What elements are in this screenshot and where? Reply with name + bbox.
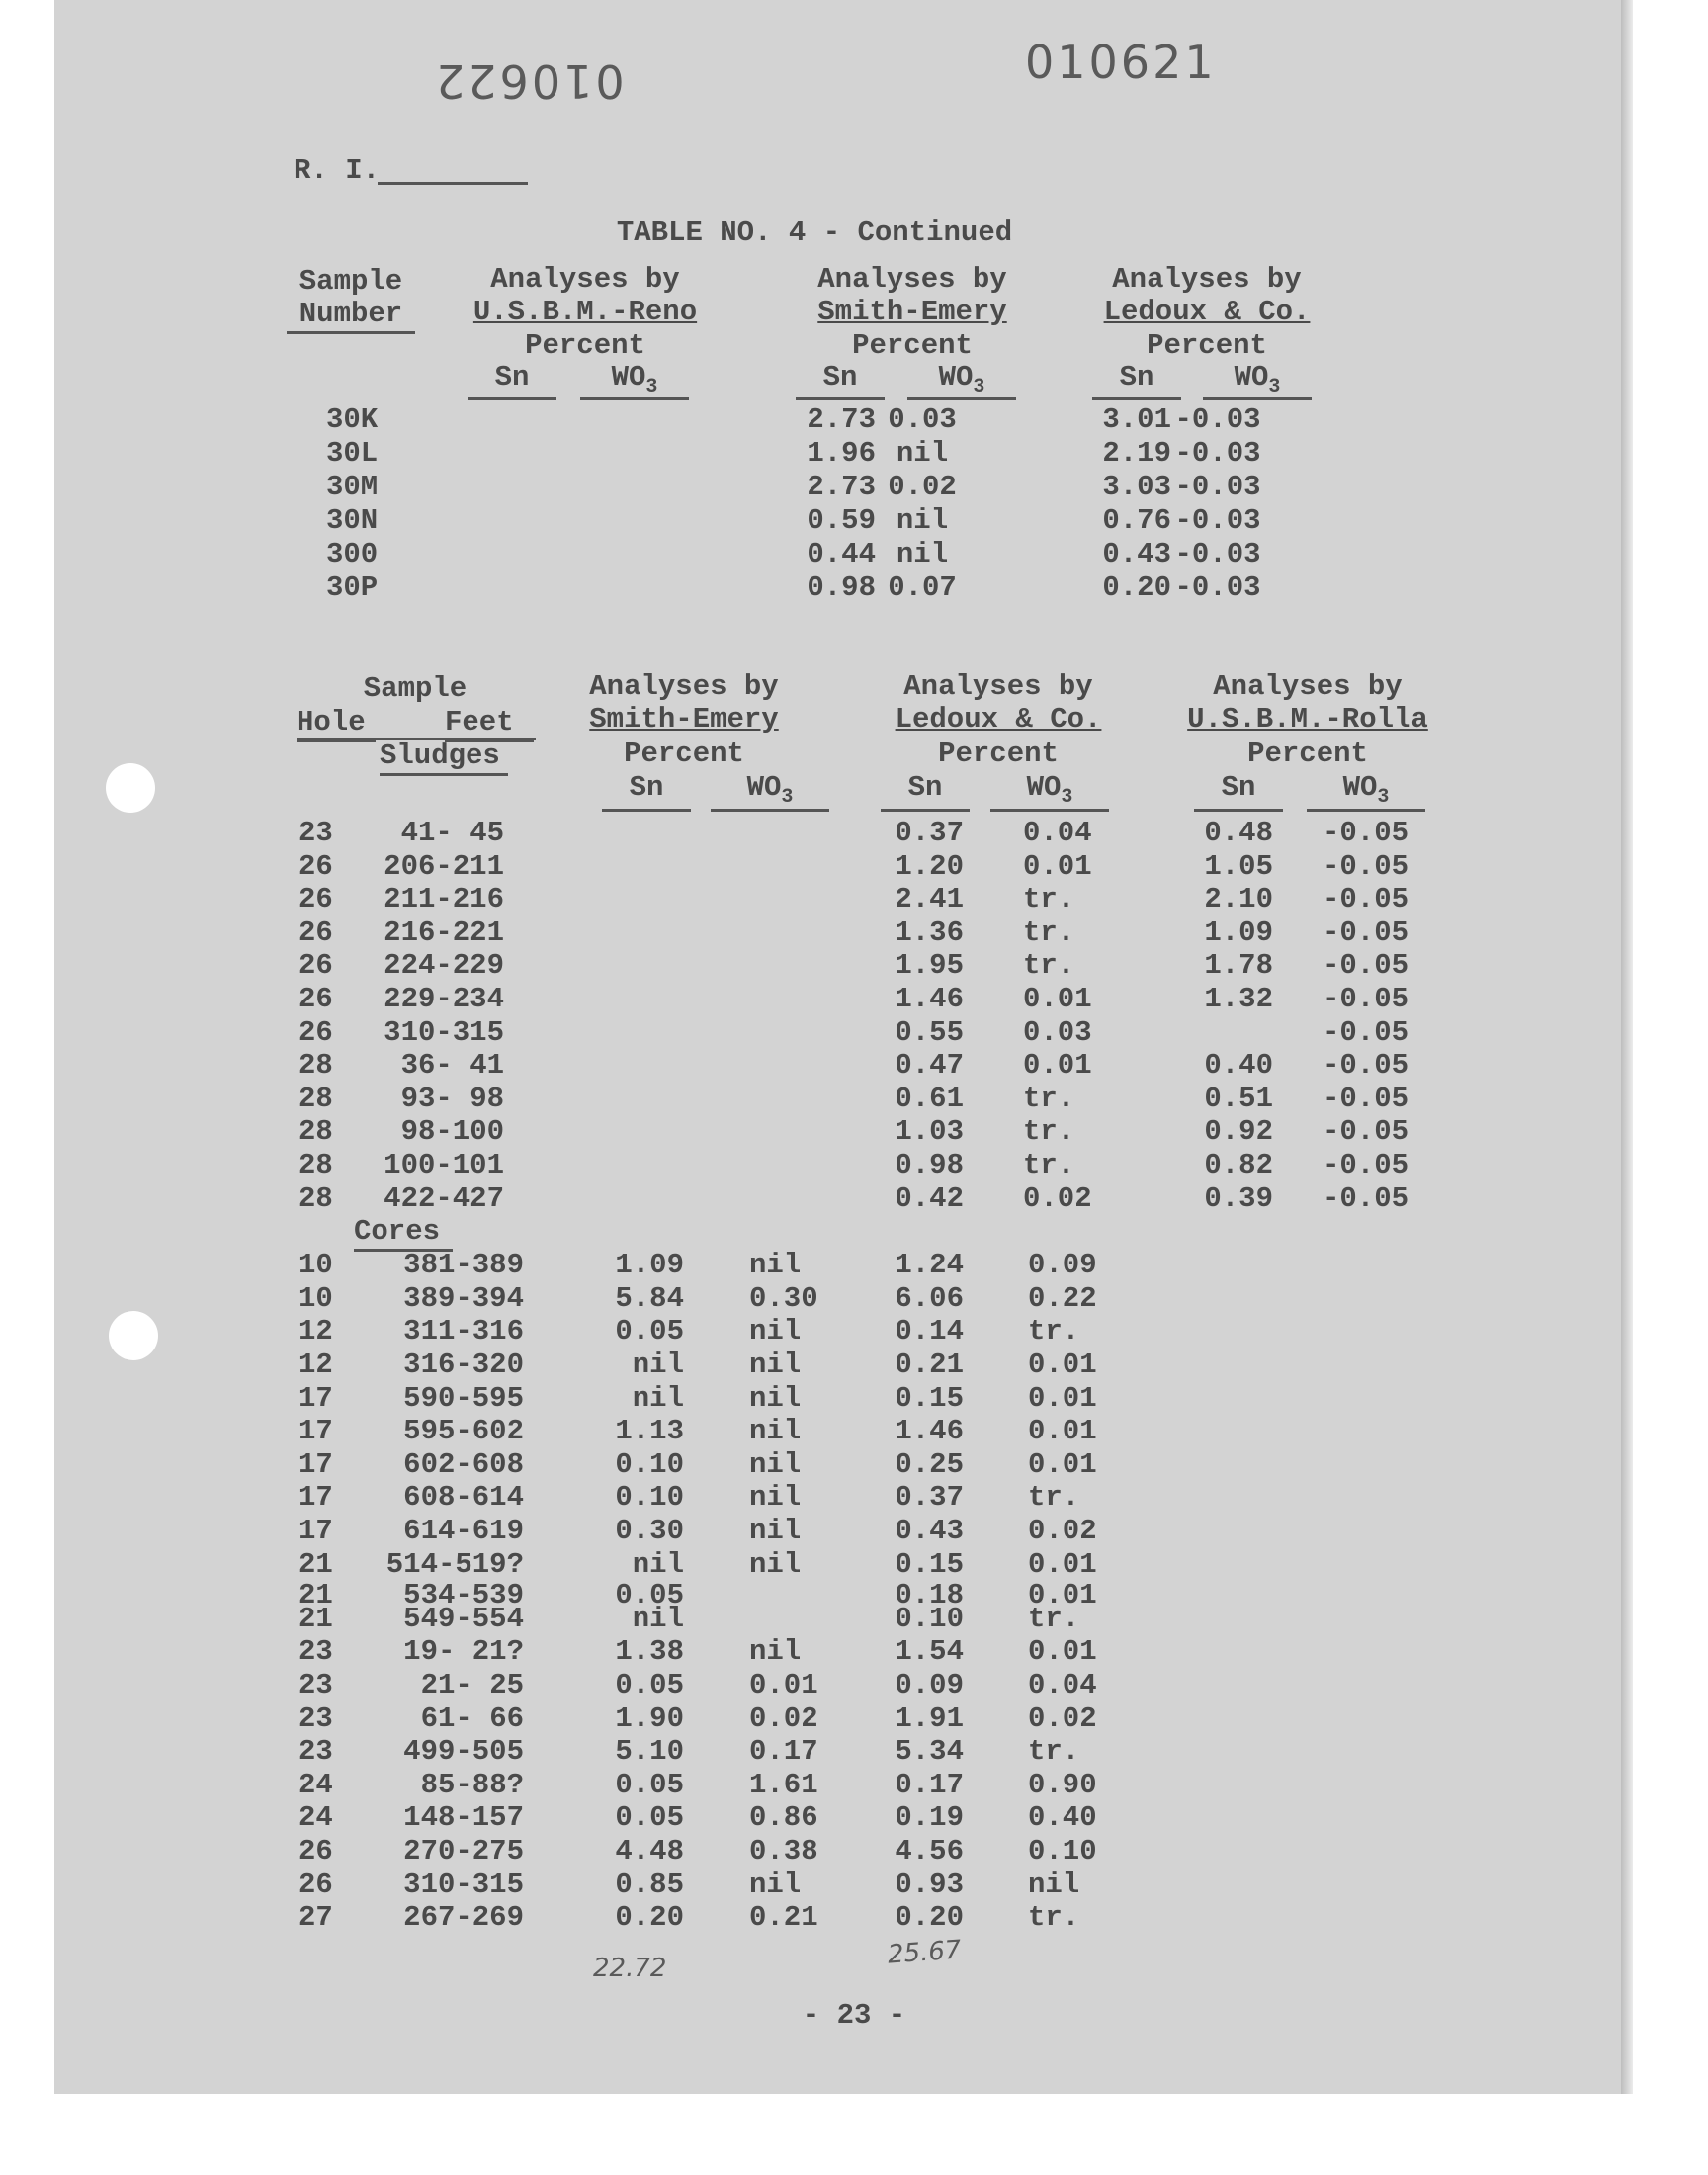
hole-number: 26 (299, 1015, 333, 1049)
feet-interval: 310-315 (384, 1015, 504, 1049)
smith-emery-wo3-value: nil (896, 538, 949, 570)
handwritten-total-smith-emery: 22.72 (593, 1954, 667, 1983)
feet-interval: 211-216 (384, 883, 504, 916)
ledoux-wo3-value: tr. (1023, 883, 1075, 916)
ledoux-wo3-value: 0.04 (1023, 817, 1092, 849)
ledoux-wo3-value: -0.03 (1174, 538, 1261, 570)
rolla-wo3-value: -0.05 (1323, 1049, 1409, 1083)
ledoux-sn-value: 0.25 (895, 1447, 964, 1481)
rolla-sn-value: 0.48 (1204, 817, 1273, 849)
ledoux-sn-value: 2.41 (895, 883, 964, 916)
wo3-header-rule (1203, 397, 1312, 400)
feet-interval: 381-389 (403, 1249, 524, 1282)
ledoux-sn-value: 0.37 (895, 817, 964, 849)
stamp-number: 010621 (1025, 36, 1217, 89)
smith-emery-wo3-value: nil (749, 1249, 802, 1282)
ledoux-wo3-value: 0.40 (1028, 1801, 1097, 1835)
percent-label: Percent (1247, 738, 1368, 770)
ledoux-wo3-value: 0.90 (1028, 1768, 1097, 1801)
smith-emery-sn-value: 0.05 (615, 1669, 684, 1701)
smith-emery-wo3-value: nil (749, 1868, 802, 1901)
ledoux-sn-value: 0.15 (895, 1381, 964, 1415)
ledoux-wo3-value: -0.03 (1174, 403, 1261, 436)
feet-interval: 316-320 (403, 1348, 524, 1381)
smith-emery-wo3-value: nil (749, 1481, 802, 1515)
ledoux-wo3-value: 0.02 (1023, 1181, 1092, 1215)
smith-emery-wo3-value: 0.02 (749, 1701, 818, 1735)
feet-interval: 216-221 (384, 915, 504, 949)
feet-interval: 41- 45 (400, 817, 504, 849)
hole-number: 23 (299, 1635, 333, 1669)
sample-number: 30N (326, 504, 379, 537)
ledoux-sn-value: 0.42 (895, 1181, 964, 1215)
rolla-sn-value: 1.78 (1204, 949, 1273, 983)
ledoux-wo3-value: 0.01 (1028, 1579, 1097, 1612)
hole-number: 17 (299, 1415, 333, 1448)
sample-header-line2: Number (287, 298, 415, 334)
feet-interval: 93- 98 (400, 1082, 504, 1115)
ledoux-wo3-value: tr. (1028, 1315, 1080, 1348)
sn-header-rule (796, 397, 885, 400)
wo3-column-header: $WO_3$ (611, 361, 658, 398)
ledoux-sn-value: 0.20 (895, 1901, 964, 1935)
feet-interval: 602-608 (403, 1447, 524, 1481)
stamp-number-upside-down: 010622 (433, 54, 625, 108)
percent-label: Percent (1147, 329, 1267, 362)
cores-header: Cores (354, 1215, 453, 1252)
ledoux-sn-value: 0.47 (895, 1049, 964, 1083)
analyses-by-label: Analyses by (490, 263, 680, 296)
hole-header: Hole (297, 706, 376, 742)
ledoux-wo3-value: 0.04 (1028, 1669, 1097, 1701)
smith-emery-sn-value: nil (632, 1602, 684, 1635)
feet-interval: 19- 21? (403, 1635, 524, 1669)
feet-interval: 100-101 (384, 1149, 504, 1181)
hole-number: 26 (299, 915, 333, 949)
sn-column-header: Sn (907, 771, 943, 804)
smith-emery-sn-value: 0.05 (615, 1315, 684, 1348)
ledoux-wo3-value: 0.01 (1028, 1547, 1097, 1581)
wo3-header-rule (1307, 809, 1425, 812)
ledoux-wo3-value: 0.01 (1028, 1415, 1097, 1448)
rolla-wo3-value: -0.05 (1323, 949, 1409, 983)
ledoux-sn-value: 1.54 (895, 1635, 964, 1669)
ledoux-sn-value: 0.98 (895, 1149, 964, 1181)
rolla-sn-value: 0.40 (1204, 1049, 1273, 1083)
rolla-wo3-value: -0.05 (1323, 1015, 1409, 1049)
smith-emery-wo3-value: nil (749, 1635, 802, 1669)
sample-number: 30M (326, 471, 379, 503)
smith-emery-sn-value: 0.10 (615, 1447, 684, 1481)
smith-emery-wo3-value: 0.38 (749, 1835, 818, 1868)
wo3-column-header: $WO_3$ (1342, 771, 1390, 809)
ledoux-wo3-value: -0.03 (1174, 571, 1261, 604)
rolla-wo3-value: -0.05 (1323, 1181, 1409, 1215)
rolla-sn-value: 0.39 (1204, 1181, 1273, 1215)
smith-emery-sn-value: 1.96 (807, 437, 876, 470)
laboratory-name: Smith-Emery (817, 296, 1007, 328)
analyses-by-label: Analyses by (589, 670, 779, 703)
sample-number: 300 (326, 538, 379, 570)
ledoux-wo3-value: tr. (1023, 949, 1075, 983)
hole-number: 10 (299, 1249, 333, 1282)
smith-emery-sn-value: 0.30 (615, 1515, 684, 1547)
wo3-header-rule (580, 397, 689, 400)
sample-number: 30L (326, 437, 379, 470)
sn-column-header: Sn (1119, 361, 1154, 393)
hole-number: 24 (299, 1801, 333, 1835)
smith-emery-wo3-value: 1.61 (749, 1768, 818, 1801)
hole-number: 23 (299, 817, 333, 849)
smith-emery-wo3-value: nil (896, 504, 949, 537)
sn-header-rule (602, 809, 691, 812)
ledoux-wo3-value: 0.22 (1028, 1281, 1097, 1315)
sn-header-rule (1092, 397, 1181, 400)
smith-emery-wo3-value: nil (749, 1381, 802, 1415)
wo3-column-header: $WO_3$ (938, 361, 985, 398)
sn-column-header: Sn (1221, 771, 1256, 804)
rolla-wo3-value: -0.05 (1323, 1115, 1409, 1149)
smith-emery-sn-value: 5.84 (615, 1281, 684, 1315)
rolla-sn-value: 0.51 (1204, 1082, 1273, 1115)
ledoux-wo3-value: 0.01 (1028, 1635, 1097, 1669)
hole-number: 28 (299, 1082, 333, 1115)
feet-interval: 310-315 (403, 1868, 524, 1901)
ledoux-wo3-value: tr. (1028, 1602, 1080, 1635)
hole-number: 21 (299, 1579, 333, 1612)
hole-number: 23 (299, 1735, 333, 1769)
smith-emery-wo3-value: 0.01 (749, 1669, 818, 1701)
smith-emery-wo3-value: nil (749, 1547, 802, 1581)
ledoux-sn-value: 1.95 (895, 949, 964, 983)
smith-emery-sn-value: 0.20 (615, 1901, 684, 1935)
rolla-sn-value: 0.82 (1204, 1149, 1273, 1181)
feet-interval: 311-316 (403, 1315, 524, 1348)
hole-number: 26 (299, 849, 333, 883)
table-title: TABLE NO. 4 - Continued (616, 217, 1013, 249)
feet-interval: 608-614 (403, 1481, 524, 1515)
ledoux-sn-value: 4.56 (895, 1835, 964, 1868)
hole-number: 17 (299, 1481, 333, 1515)
ledoux-wo3-value: tr. (1023, 1115, 1075, 1149)
rolla-sn-value: 2.10 (1204, 883, 1273, 916)
sn-header-rule (468, 397, 556, 400)
smith-emery-sn-value: 2.73 (807, 471, 876, 503)
ledoux-wo3-value: tr. (1028, 1735, 1080, 1769)
ledoux-wo3-value: 0.01 (1028, 1348, 1097, 1381)
rolla-sn-value: 1.05 (1204, 849, 1273, 883)
rolla-wo3-value: -0.05 (1323, 817, 1409, 849)
sn-column-header: Sn (629, 771, 664, 804)
ledoux-wo3-value: tr. (1023, 915, 1075, 949)
feet-interval: 224-229 (384, 949, 504, 983)
ledoux-sn-value: 0.15 (895, 1547, 964, 1581)
ledoux-sn-value: 3.01 (1102, 403, 1171, 436)
hole-number: 12 (299, 1348, 333, 1381)
sn-column-header: Sn (822, 361, 858, 393)
smith-emery-sn-value: 0.05 (615, 1801, 684, 1835)
feet-interval: 614-619 (403, 1515, 524, 1547)
feet-interval: 422-427 (384, 1181, 504, 1215)
ledoux-wo3-value: -0.03 (1174, 471, 1261, 503)
ledoux-wo3-value: tr. (1023, 1149, 1075, 1181)
ledoux-sn-value: 6.06 (895, 1281, 964, 1315)
sample-header-line1: Sample (299, 265, 403, 298)
hole-number: 23 (299, 1701, 333, 1735)
hole-number: 21 (299, 1602, 333, 1635)
smith-emery-wo3-value: nil (749, 1315, 802, 1348)
ledoux-wo3-value: 0.01 (1028, 1447, 1097, 1481)
ledoux-sn-value: 0.10 (895, 1602, 964, 1635)
laboratory-name: Smith-Emery (589, 703, 779, 736)
hole-number: 28 (299, 1149, 333, 1181)
hole-number: 26 (299, 883, 333, 916)
rolla-wo3-value: -0.05 (1323, 915, 1409, 949)
percent-label: Percent (938, 738, 1059, 770)
rolla-wo3-value: -0.05 (1323, 849, 1409, 883)
laboratory-name: Ledoux & Co. (1103, 296, 1311, 328)
hole-number: 27 (299, 1901, 333, 1935)
sample-number: 30P (326, 571, 379, 604)
wo3-header-rule (711, 809, 829, 812)
feet-interval: 389-394 (403, 1281, 524, 1315)
smith-emery-sn-value: 2.73 (807, 403, 876, 436)
feet-interval: 267-269 (403, 1901, 524, 1935)
smith-emery-sn-value: 0.85 (615, 1868, 684, 1901)
feet-interval: 229-234 (384, 983, 504, 1015)
ledoux-sn-value: 1.36 (895, 915, 964, 949)
hole-number: 10 (299, 1281, 333, 1315)
ledoux-wo3-value: 0.02 (1028, 1701, 1097, 1735)
smith-emery-sn-value: 0.59 (807, 504, 876, 537)
ledoux-sn-value: 0.21 (895, 1348, 964, 1381)
sample-header: Sample (363, 672, 468, 705)
ledoux-sn-value: 0.93 (895, 1868, 964, 1901)
smith-emery-wo3-value: nil (749, 1415, 802, 1448)
feet-interval: 61- 66 (420, 1701, 524, 1735)
smith-emery-sn-value: 1.13 (615, 1415, 684, 1448)
hole-number: 28 (299, 1115, 333, 1149)
feet-interval: 590-595 (403, 1381, 524, 1415)
feet-interval: 534-539 (403, 1579, 524, 1612)
ledoux-sn-value: 0.76 (1102, 504, 1171, 537)
feet-interval: 36- 41 (400, 1049, 504, 1083)
ledoux-sn-value: 0.17 (895, 1768, 964, 1801)
smith-emery-sn-value: 0.98 (807, 571, 876, 604)
smith-emery-sn-value: 0.05 (615, 1768, 684, 1801)
binder-hole-top (106, 763, 155, 813)
ledoux-sn-value: 1.24 (895, 1249, 964, 1282)
smith-emery-sn-value: 5.10 (615, 1735, 684, 1769)
smith-emery-sn-value: 1.90 (615, 1701, 684, 1735)
ledoux-sn-value: 1.20 (895, 849, 964, 883)
smith-emery-sn-value: 1.38 (615, 1635, 684, 1669)
ledoux-wo3-value: 0.01 (1023, 849, 1092, 883)
smith-emery-wo3-value: 0.21 (749, 1901, 818, 1935)
ledoux-sn-value: 2.19 (1102, 437, 1171, 470)
hole-number: 17 (299, 1381, 333, 1415)
feet-interval: 98-100 (400, 1115, 504, 1149)
ledoux-sn-value: 0.09 (895, 1669, 964, 1701)
rolla-wo3-value: -0.05 (1323, 1082, 1409, 1115)
analyses-by-label: Analyses by (903, 670, 1093, 703)
ledoux-wo3-value: tr. (1028, 1481, 1080, 1515)
ledoux-sn-value: 1.91 (895, 1701, 964, 1735)
ledoux-sn-value: 0.19 (895, 1801, 964, 1835)
binder-hole-bottom (109, 1311, 158, 1360)
smith-emery-wo3-value: nil (749, 1348, 802, 1381)
ledoux-sn-value: 0.14 (895, 1315, 964, 1348)
smith-emery-wo3-value: nil (749, 1447, 802, 1481)
ledoux-sn-value: 0.43 (1102, 538, 1171, 570)
hole-number: 26 (299, 949, 333, 983)
sn-header-rule (881, 809, 970, 812)
hole-number: 26 (299, 983, 333, 1015)
feet-header: Feet (445, 706, 534, 742)
smith-emery-wo3-value: nil (749, 1515, 802, 1547)
analyses-by-label: Analyses by (817, 263, 1007, 296)
hole-number: 26 (299, 1835, 333, 1868)
feet-interval: 85-88? (420, 1768, 524, 1801)
feet-interval: 595-602 (403, 1415, 524, 1448)
smith-emery-sn-value: 0.44 (807, 538, 876, 570)
ledoux-wo3-value: -0.03 (1174, 437, 1261, 470)
rolla-sn-value: 0.92 (1204, 1115, 1273, 1149)
rolla-wo3-value: -0.05 (1323, 883, 1409, 916)
ledoux-sn-value: 0.18 (895, 1579, 964, 1612)
smith-emery-sn-value: 0.05 (615, 1579, 684, 1612)
wo3-column-header: $WO_3$ (1026, 771, 1073, 809)
ledoux-sn-value: 0.55 (895, 1015, 964, 1049)
smith-emery-wo3-value: nil (896, 437, 949, 470)
percent-label: Percent (852, 329, 973, 362)
wo3-column-header: $WO_3$ (1234, 361, 1281, 398)
feet-interval: 206-211 (384, 849, 504, 883)
ledoux-wo3-value: 0.02 (1028, 1515, 1097, 1547)
ledoux-wo3-value: tr. (1028, 1901, 1080, 1935)
hole-number: 12 (299, 1315, 333, 1348)
ledoux-sn-value: 1.46 (895, 1415, 964, 1448)
ledoux-wo3-value: tr. (1023, 1082, 1075, 1115)
feet-interval: 21- 25 (420, 1669, 524, 1701)
smith-emery-sn-value: 1.09 (615, 1249, 684, 1282)
feet-interval: 148-157 (403, 1801, 524, 1835)
hole-number: 17 (299, 1515, 333, 1547)
hole-number: 28 (299, 1049, 333, 1083)
ledoux-wo3-value: 0.03 (1023, 1015, 1092, 1049)
ri-blank-line (378, 182, 528, 185)
feet-interval: 549-554 (403, 1602, 524, 1635)
wo3-header-rule (907, 397, 1016, 400)
percent-label: Percent (624, 738, 744, 770)
laboratory-name: Ledoux & Co. (895, 703, 1102, 736)
sludges-header: Sludges (380, 740, 508, 776)
feet-interval: 270-275 (403, 1835, 524, 1868)
page-edge (1621, 0, 1633, 2094)
laboratory-name: U.S.B.M.-Rolla (1187, 703, 1428, 736)
ledoux-sn-value: 0.61 (895, 1082, 964, 1115)
smith-emery-wo3-value: 0.02 (888, 471, 957, 503)
percent-label: Percent (525, 329, 645, 362)
hole-number: 26 (299, 1868, 333, 1901)
feet-interval: 514-519? (385, 1547, 524, 1581)
rolla-sn-value: 1.09 (1204, 915, 1273, 949)
analyses-by-label: Analyses by (1213, 670, 1403, 703)
page-number: - 23 - (802, 1999, 906, 2032)
ledoux-wo3-value: 0.10 (1028, 1835, 1097, 1868)
ledoux-sn-value: 0.43 (895, 1515, 964, 1547)
wo3-header-rule (990, 809, 1109, 812)
smith-emery-sn-value: nil (632, 1547, 684, 1581)
sn-header-rule (1194, 809, 1283, 812)
ledoux-sn-value: 1.03 (895, 1115, 964, 1149)
ri-label: R. I. (294, 154, 381, 187)
smith-emery-wo3-value: 0.07 (888, 571, 957, 604)
ledoux-wo3-value: 0.01 (1023, 983, 1092, 1015)
analyses-by-label: Analyses by (1112, 263, 1302, 296)
hole-number: 21 (299, 1547, 333, 1581)
rolla-wo3-value: -0.05 (1323, 1149, 1409, 1181)
ledoux-wo3-value: 0.09 (1028, 1249, 1097, 1282)
ledoux-sn-value: 0.20 (1102, 571, 1171, 604)
handwritten-total-ledoux: 25.67 (887, 1935, 963, 1970)
rolla-sn-value: 1.32 (1204, 983, 1273, 1015)
hole-number: 17 (299, 1447, 333, 1481)
ledoux-sn-value: 3.03 (1102, 471, 1171, 503)
ledoux-sn-value: 5.34 (895, 1735, 964, 1769)
sn-column-header: Sn (494, 361, 530, 393)
ledoux-wo3-value: nil (1028, 1868, 1080, 1901)
ledoux-wo3-value: -0.03 (1174, 504, 1261, 537)
hole-number: 23 (299, 1669, 333, 1701)
smith-emery-sn-value: 4.48 (615, 1835, 684, 1868)
wo3-column-header: $WO_3$ (746, 771, 794, 809)
smith-emery-wo3-value: 0.17 (749, 1735, 818, 1769)
ledoux-sn-value: 1.46 (895, 983, 964, 1015)
smith-emery-wo3-value: 0.03 (888, 403, 957, 436)
laboratory-name: U.S.B.M.-Reno (472, 296, 698, 328)
ledoux-sn-value: 0.37 (895, 1481, 964, 1515)
smith-emery-sn-value: nil (632, 1348, 684, 1381)
ledoux-wo3-value: 0.01 (1028, 1381, 1097, 1415)
rolla-wo3-value: -0.05 (1323, 983, 1409, 1015)
smith-emery-wo3-value: 0.86 (749, 1801, 818, 1835)
hole-number: 24 (299, 1768, 333, 1801)
smith-emery-wo3-value: 0.30 (749, 1281, 818, 1315)
feet-interval: 499-505 (403, 1735, 524, 1769)
ledoux-wo3-value: 0.01 (1023, 1049, 1092, 1083)
smith-emery-sn-value: 0.10 (615, 1481, 684, 1515)
smith-emery-sn-value: nil (632, 1381, 684, 1415)
sample-number: 30K (326, 403, 379, 436)
hole-number: 28 (299, 1181, 333, 1215)
